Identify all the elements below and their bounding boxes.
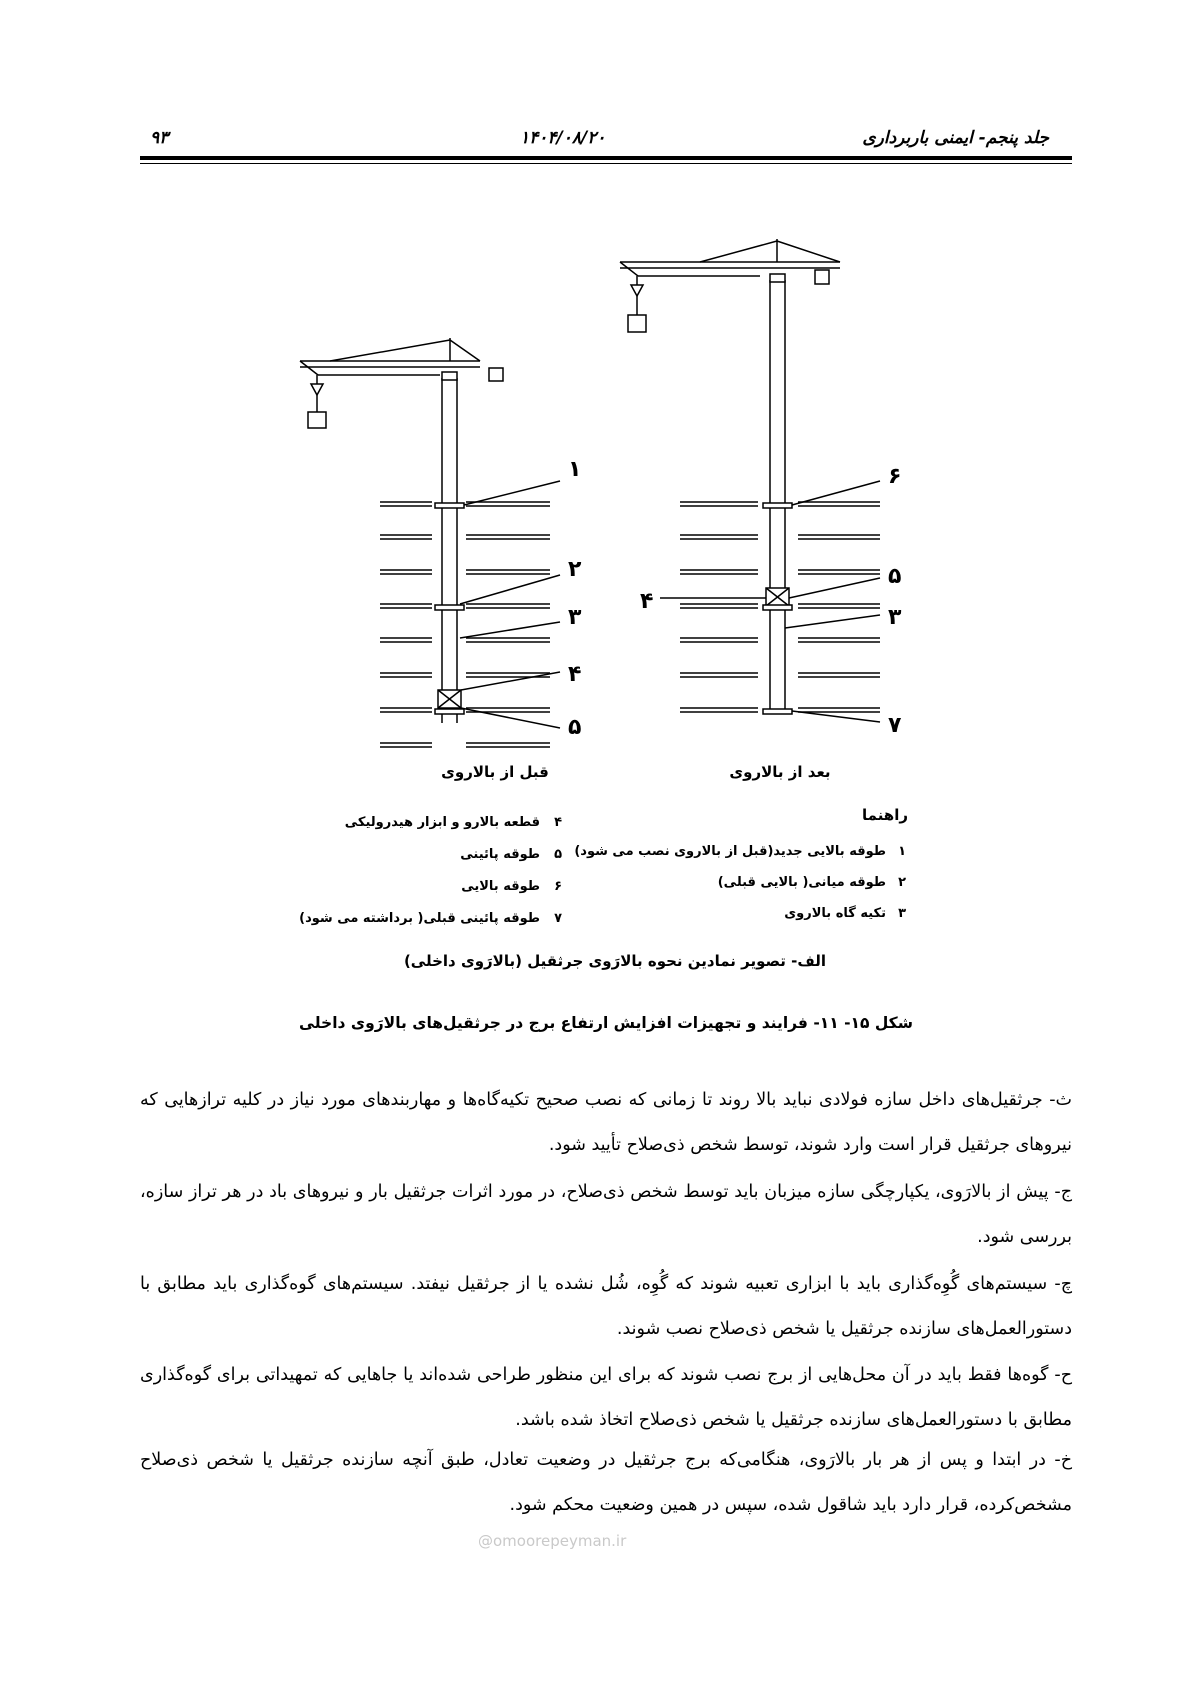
page-number: ۹۳ <box>150 128 169 148</box>
figure-subcaption: الف- تصویر نمادین نحوه بالارَوی جرثقیل (بالارَوی داخلی) <box>403 952 827 970</box>
callout-after-3: ۳ <box>888 605 902 630</box>
paragraph-he: ح- گوه‌ها فقط باید در آن محل‌هایی از برج نصب شوند که برای این منظور طراحی شده‌اند یا جاهایی که تمهیداتی برای گوه‌گذاری مطابق با دستورالعمل‌های سازنده جرثقیل یا شخص ذی‌صلاح اتخاذ شده باشد. <box>140 1365 1072 1430</box>
crane-after <box>620 239 880 722</box>
running-header-title: جلد پنجم- ایمنی باربرداری <box>862 128 1049 148</box>
legend-right-text-3: تکیه گاه بالاروی <box>784 906 886 921</box>
legend-right-num-2: ۲ <box>898 875 906 890</box>
legend-left-text-5: طوقه پائینی <box>460 847 540 862</box>
watermark-text: @omoorepeyman.ir <box>478 1532 627 1550</box>
paragraph-tha: ث- جرثقیل‌های داخل سازه فولادی نباید بالا روند تا زمانی که نصب صحیح تکیه‌گاه‌ها و مهاربندهای مورد نیاز در کلیه ترازهایی که نیروهای جرثقیل قرار است وارد شوند، توسط شخص ذی‌صلاح تأیید شود. <box>140 1090 1072 1155</box>
callout-after-5: ۵ <box>888 564 902 589</box>
legend-right-num-1: ۱ <box>898 844 906 859</box>
callout-before-5: ۵ <box>568 715 582 740</box>
legend-right-text-1: طوقه بالایی جدید(قبل از بالاروی نصب می شود) <box>574 844 886 859</box>
legend-left-num-4: ۴ <box>554 815 562 830</box>
paragraph-jim: ج- پیش از بالارَوی، یکپارچگی سازه میزبان باید توسط شخص ذی‌صلاح، در مورد اثرات جرثقیل بار و نیروهای باد در هر تراز سازه، بررسی شود. <box>140 1182 1072 1247</box>
crane-before <box>300 338 560 747</box>
legend-left-text-7: طوقه پائینی قبلی( برداشته می شود) <box>299 911 540 926</box>
callout-after-6: ۶ <box>888 464 902 489</box>
legend-left-text-4: قطعه بالارو و ابزار هیدرولیکی <box>344 815 540 830</box>
legend-title: راهنما <box>862 806 908 824</box>
floor-slabs-before <box>380 502 550 747</box>
callout-before-2: ۲ <box>568 557 582 582</box>
legend-left-num-7: ۷ <box>554 911 562 926</box>
figure-caption: شکل ۱۵- ۱۱- فرایند و تجهیزات افزایش ارتفاع برج در جرثقیل‌های بالارَوی داخلی <box>299 1014 913 1032</box>
callout-before-1: ۱ <box>568 457 582 482</box>
before-caption: قبل از بالاروی <box>441 763 549 781</box>
callout-after-4: ۴ <box>640 589 654 614</box>
callout-before-3: ۳ <box>568 605 582 630</box>
callout-before-4: ۴ <box>568 662 582 687</box>
legend-left-num-6: ۶ <box>554 879 562 894</box>
paragraph-che: چ- سیستم‌های گُوِه‌گذاری باید با ابزاری تعبیه شوند که گُوِه، شُل نشده یا از جرثقیل نیفتد. سیستم‌های گوه‌گذاری باید مطابق با دستورالعمل‌های سازنده جرثقیل یا شخص ذی‌صلاح نصب شوند. <box>140 1274 1072 1339</box>
callout-after-7: ۷ <box>888 713 902 738</box>
paragraph-khe: خ- در ابتدا و پس از هر بار بالارَوی، هنگامی‌که برج جرثقیل در وضعیت تعادل، طبق آنچه سازنده جرثقیل یا شخص ذی‌صلاح مشخص‌کرده، قرار دارد باید شاقول شده، سپس در همین وضعیت محکم شود. <box>140 1450 1072 1515</box>
running-header-date: ۱۴۰۴/۰۸/۲۰ <box>520 128 606 148</box>
legend-left-text-6: طوقه بالایی <box>461 879 540 894</box>
legend-right-num-3: ۳ <box>898 906 906 921</box>
after-caption: بعد از بالاروی <box>729 763 831 781</box>
legend-right-text-2: طوقه میانی( بالایی قبلی) <box>717 875 886 890</box>
legend-left-num-5: ۵ <box>554 847 562 862</box>
